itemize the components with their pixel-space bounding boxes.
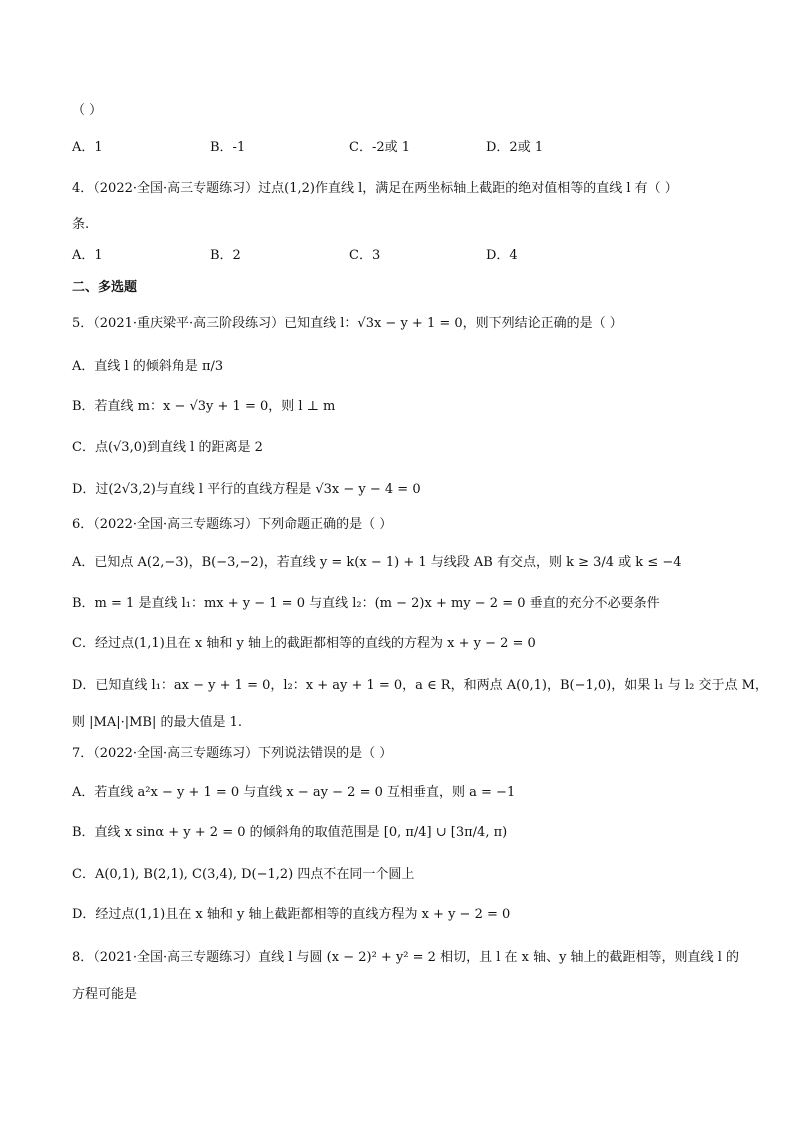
- blank-bracket: （ ）: [72, 103, 103, 118]
- q6-option-a: A．已知点 A(2,−3)，B(−3,−2)，若直线 y = k(x − 1) + 1 与线段 AB 有交点，则 k ≥ 3/4 或 k ≤ −4: [72, 555, 682, 570]
- q7-stem: 7．（2022·全国·高三专题练习）下列说法错误的是（ ）: [72, 746, 393, 761]
- q6-option-b: B．m = 1 是直线 l₁：mx + y − 1 = 0 与直线 l₂：(m − 2)x + my − 2 = 0 垂直的充分不必要条件: [72, 596, 660, 611]
- q5-option-c: C．点(√3,0)到直线 l 的距离是 2: [72, 440, 263, 455]
- q5-option-a: A．直线 l 的倾斜角是 π/3: [72, 359, 224, 374]
- q6-stem: 6．（2022·全国·高三专题练习）下列命题正确的是（ ）: [72, 517, 393, 532]
- q4-option-a: A．1: [72, 248, 103, 263]
- q3-option-a: A．1: [72, 140, 103, 155]
- q4-option-b: B．2: [210, 248, 241, 263]
- q5-stem: 5．（2021·重庆梁平·高三阶段练习）已知直线 l：√3x − y + 1 = 0，则下列结论正确的是（ ）: [72, 316, 623, 331]
- q3-option-d: D．2或 1: [486, 140, 544, 155]
- section-heading: 二、多选题: [72, 280, 138, 295]
- q7-option-b: B．直线 x sinα + y + 2 = 0 的倾斜角的取值范围是 [0, π/4] ∪ [3π/4, π): [72, 825, 508, 840]
- q6-option-c: C．经过点(1,1)且在 x 轴和 y 轴上的截距都相等的直线的方程为 x + y − 2 = 0: [72, 636, 536, 651]
- q8-stem-cont: 方程可能是: [72, 987, 138, 1002]
- q4-stem-cont: 条.: [72, 217, 90, 232]
- q7-option-a: A．若直线 a²x − y + 1 = 0 与直线 x − ay − 2 = 0 互相垂直，则 a = −1: [72, 785, 516, 800]
- q7-option-c: C．A(0,1), B(2,1), C(3,4), D(−1,2) 四点不在同一个圆上: [72, 867, 415, 882]
- q5-option-b: B．若直线 m：x − √3y + 1 = 0，则 l ⊥ m: [72, 399, 336, 414]
- q4-stem: 4．（2022·全国·高三专题练习）过点(1,2)作直线 l，满足在两坐标轴上截距的绝对值相等的直线 l 有（ ）: [72, 181, 678, 196]
- q6-option-d: D．已知直线 l₁：ax − y + 1 = 0，l₂：x + ay + 1 = 0，a ∈ R，和两点 A(0,1)，B(−1,0)，如果 l₁ 与 l₂ 交于点 M，: [72, 678, 768, 693]
- q4-option-c: C．3: [349, 248, 381, 263]
- q5-option-d: D．过(2√3,2)与直线 l 平行的直线方程是 √3x − y − 4 = 0: [72, 482, 421, 497]
- q6-option-d-cont: 则 |MA|·|MB| 的最大值是 1.: [72, 715, 243, 730]
- q3-option-c: C．-2或 1: [349, 140, 411, 155]
- q8-stem: 8．（2021·全国·高三专题练习）直线 l 与圆 (x − 2)² + y² = 2 相切，且 l 在 x 轴、y 轴上的截距相等，则直线 l 的: [72, 950, 739, 965]
- q4-option-d: D．4: [486, 248, 518, 263]
- q3-option-b: B．-1: [210, 140, 246, 155]
- q7-option-d: D．经过点(1,1)且在 x 轴和 y 轴上截距都相等的直线方程为 x + y − 2 = 0: [72, 907, 511, 922]
